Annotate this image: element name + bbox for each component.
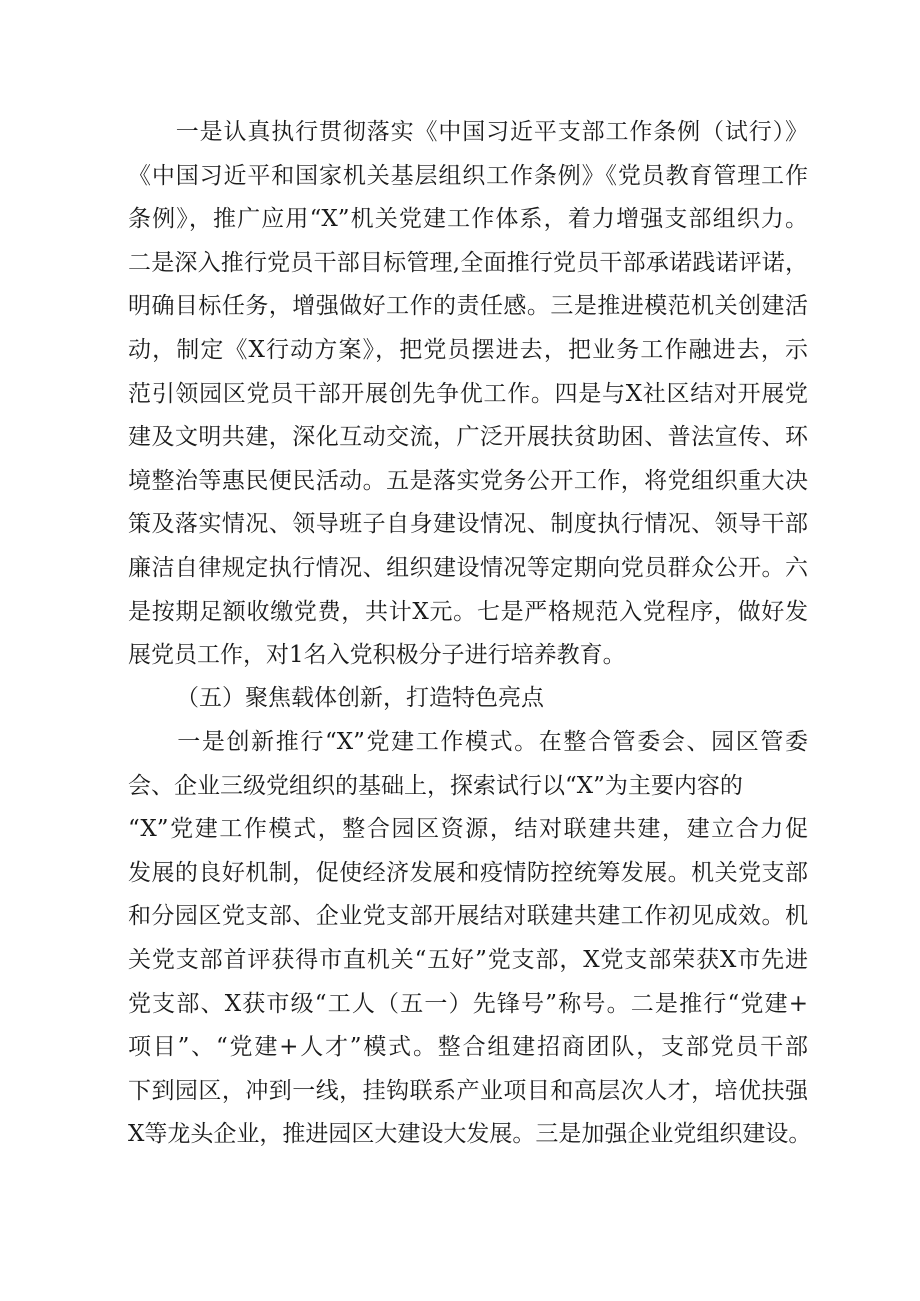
text-line: 关党支部首评获得市直机关“五好”党支部，X党支部荣获X市先进	[128, 946, 808, 973]
text-line: 范引领园区党员干部开展创先争优工作。四是与X社区结对开展党	[128, 380, 808, 407]
text-line: 廉洁自律规定执行情况、组织建设情况等定期向党员群众公开。六	[128, 554, 808, 581]
text-line: 和分园区党支部、企业党支部开展结对联建共建工作初见成效。机	[128, 903, 808, 930]
text-line: 下到园区，冲到一线，挂钩联系产业项目和高层次人才，培优扶强	[128, 1077, 808, 1104]
paragraph-party-building-measures	[128, 111, 808, 678]
text-line: 一是创新推行“X”党建工作模式。在整合管委会、园区管委	[128, 729, 808, 755]
text-line: 境整治等惠民便民活动。五是落实党务公开工作，将党组织重大决	[128, 467, 808, 494]
text-line: 党支部、X获市级“工人（五一）先锋号”称号。二是推行“党建+	[128, 990, 808, 1017]
text-line: 发展的良好机制，促使经济发展和疫情防控统筹发展。机关党支部	[128, 859, 808, 886]
text-line: 一是认真执行贯彻落实《中国习近平支部工作条例（试行）》	[128, 119, 808, 145]
text-line: “X”党建工作模式，整合园区资源，结对联建共建，建立合力促	[128, 816, 808, 843]
text-line: X等龙头企业，推进园区大建设大发展。三是加强企业党组织建设。	[128, 1121, 812, 1148]
section-heading: （五）聚焦载体创新，打造特色亮点	[176, 685, 544, 711]
text-line: 策及落实情况、领导班子自身建设情况、制度执行情况、领导干部	[128, 511, 808, 538]
text-line: 二是深入推行党员干部目标管理,全面推行党员干部承诺践诺评诺，	[128, 249, 808, 276]
text-line: 项目”、“党建+人才”模式。整合组建招商团队，支部党员干部	[128, 1034, 808, 1061]
text-line: 动，制定《X行动方案》，把党员摆进去，把业务工作融进去，示	[128, 336, 808, 363]
text-line: 是按期足额收缴党费，共计X元。七是严格规范入党程序，做好发	[128, 598, 808, 625]
text-line: 明确目标任务，增强做好工作的责任感。三是推进模范机关创建活	[128, 293, 808, 320]
text-line: 条例》，推广应用“X”机关党建工作体系，着力增强支部组织力。	[128, 206, 808, 233]
paragraph-carrier-innovation	[128, 721, 812, 1157]
text-line: 会、企业三级党组织的基础上，探索试行以“X”为主要内容的	[128, 772, 743, 799]
text-line: 展党员工作，对1名入党积极分子进行培养教育。	[128, 642, 626, 669]
text-line: 建及文明共建，深化互动交流，广泛开展扶贫助困、普法宣传、环	[128, 424, 808, 451]
text-line: 《中国习近平和国家机关基层组织工作条例》《党员教育管理工作	[128, 162, 808, 189]
